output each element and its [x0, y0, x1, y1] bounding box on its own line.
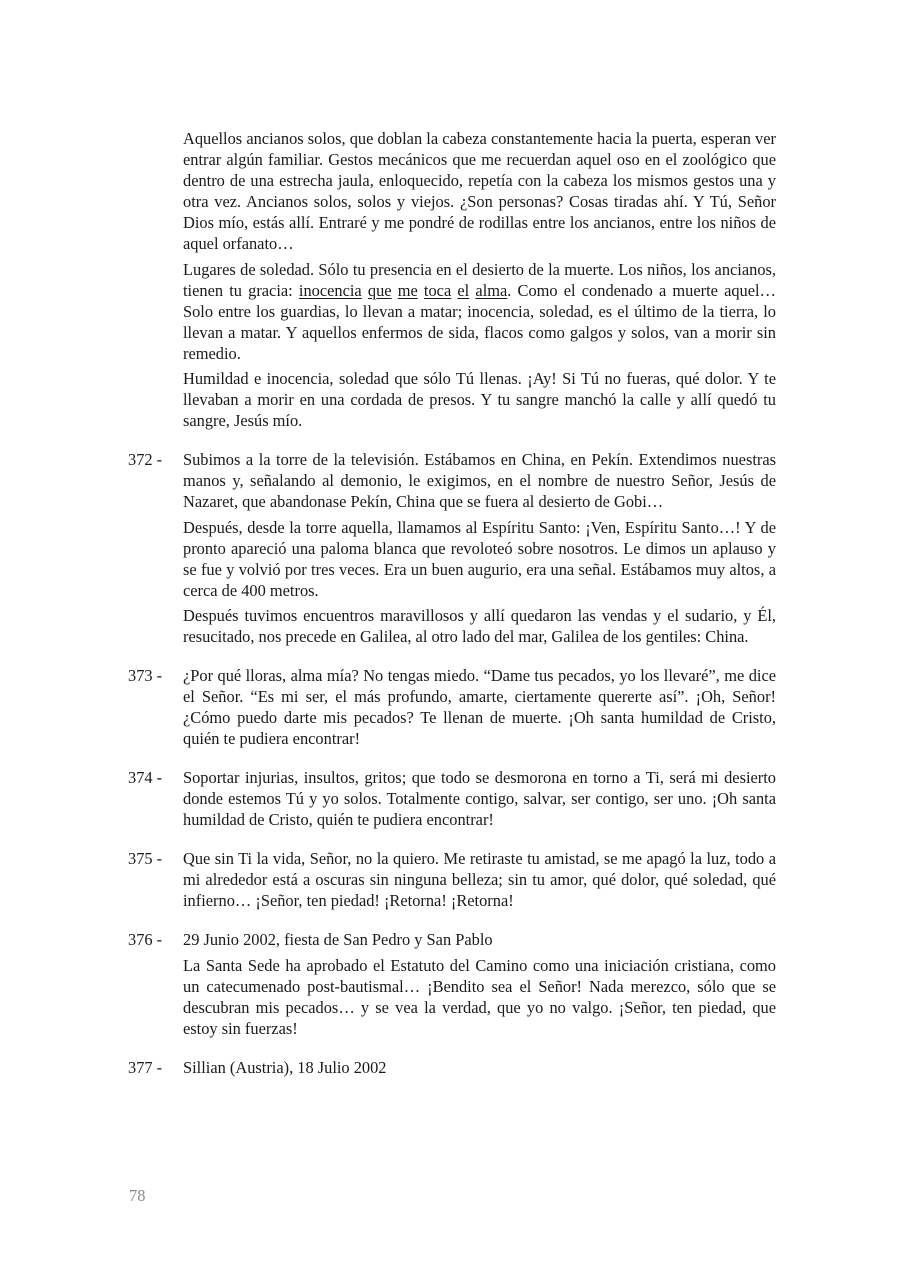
continued-entry: [128, 128, 776, 431]
entry-number: 374 -: [128, 768, 163, 787]
page-number: 78: [129, 1186, 146, 1205]
entry-number: 376 -: [128, 930, 163, 949]
entry-paragraph: Que sin Ti la vida, Señor, no la quiero. Me retiraste tu amistad, se me apagó la luz, todo a mi alrededor está a oscuras sin ninguna belleza; sin tu amor, qué dolor, qué soledad, qué infierno… ¡Señor, ten piedad! ¡Retorna! ¡Retorna!: [183, 849, 776, 910]
entry-heading: 29 Junio 2002, fiesta de San Pedro y San Pablo: [183, 930, 493, 949]
underlined-word: inocencia: [298, 280, 362, 300]
entry-paragraph: Después tuvimos encuentros maravillosos y allí quedaron las vendas y el sudario, y Él, resucitado, nos precede en Galilea, al otro lado del mar, Galilea de los gentiles: China.: [183, 606, 776, 646]
intro-paragraph-underlined: Lugares de soledad. Sólo tu presencia en el desierto de la muerte. Los niños, los ancianos, tienen tu gracia: inocencia que me toca el alma. Como el condenado a muerte aquel… Solo entre los guardias, lo llevan a matar; inocencia, soledad, es el último de la tierra, lo llevan a matar. Y aquellos enfermos de sida, flacos como galgos y solos, van a morir sin remedio.: [183, 259, 776, 363]
entry-paragraph: Subimos a la torre de la televisión. Estábamos en China, en Pekín. Extendimos nuestras manos y, señalando al demonio, le exigimos, en el nombre de nuestro Señor, Jesús de Nazaret, que abandonase Pekín, China que se fuera al desierto de Gobi…: [183, 450, 776, 511]
underlined-word: el: [457, 280, 470, 300]
intro-paragraph: Humildad e inocencia, soledad que sólo Tú llenas. ¡Ay! Si Tú no fueras, qué dolor. Y te llevaban a morir en una cordada de presos. Y tu sangre manchó la calle y allí quedó tu sangre, Jesús mío.: [183, 369, 776, 430]
entry-number: 372 -: [128, 450, 163, 469]
underlined-word: me: [397, 280, 418, 300]
intro-paragraph: Aquellos ancianos solos, que doblan la cabeza constantemente hacia la puerta, esperan ver entrar algún familiar. Gestos mecánicos que me recuerdan aquel oso en el zoológico que dentro de una estrecha jaula, enloquecido, repetía con la cabeza los mismos gestos una y otra vez. Ancianos solos, solos y viejos. ¿Son personas? Cosas tiradas ahí. Y Tú, Señor Dios mío, estás allí. Entraré y me pondré de rodillas entre los ancianos, entre los niños de aquel orfanato…: [183, 129, 776, 253]
entry-375: [128, 848, 776, 911]
entry-paragraph: Después, desde la torre aquella, llamamos al Espíritu Santo: ¡Ven, Espíritu Santo…! Y de pronto apareció una paloma blanca que revoloteó sobre nosotros. Le dimos un aplauso y se fue y volvió por tres veces. Era un buen augurio, era una señal. Estábamos muy altos, a cerca de 400 metros.: [183, 517, 776, 600]
entry-paragraph: La Santa Sede ha aprobado el Estatuto del Camino como una iniciación cristiana, como un catecumenado post-bautismal… ¡Bendito sea el Señor! Nada merezco, sólo que se descubran mis pecados… y se vea la verdad, que yo no valgo. ¡Señor, ten piedad, que estoy sin fuerzas!: [183, 955, 776, 1038]
entry-paragraph: Soportar injurias, insultos, gritos; que todo se desmorona en torno a Ti, será mi desierto donde estemos Tú y yo solos. Totalmente contigo, salvar, ser contigo, ser uno. ¡Oh santa humildad de Cristo, quién te pudiera encontrar!: [183, 768, 776, 829]
entry-373: [128, 665, 776, 749]
underlined-word: que: [367, 280, 392, 300]
entry-heading: Sillian (Austria), 18 Julio 2002: [183, 1057, 387, 1077]
entry-377: [128, 1057, 776, 1078]
underlined-word: alma: [475, 280, 508, 300]
underlined-word: toca: [423, 280, 452, 300]
entry-number: 375 -: [128, 849, 163, 868]
entry-372: [128, 449, 776, 647]
entry-number: 373 -: [128, 666, 163, 685]
entry-376: [128, 929, 776, 1039]
page-body: [128, 128, 776, 1082]
entry-374: [128, 767, 776, 830]
entry-paragraph: ¿Por qué lloras, alma mía? No tengas miedo. “Dame tus pecados, yo los llevaré”, me dice el Señor. “Es mi ser, el más profundo, amarte, ciertamente quererte así”. ¡Oh, Señor! ¿Cómo puedo darte mis pecados? Te llenan de muerte. ¡Oh santa humildad de Cristo, quién te pudiera encontrar!: [183, 666, 776, 748]
entry-number: 377 -: [128, 1057, 163, 1077]
